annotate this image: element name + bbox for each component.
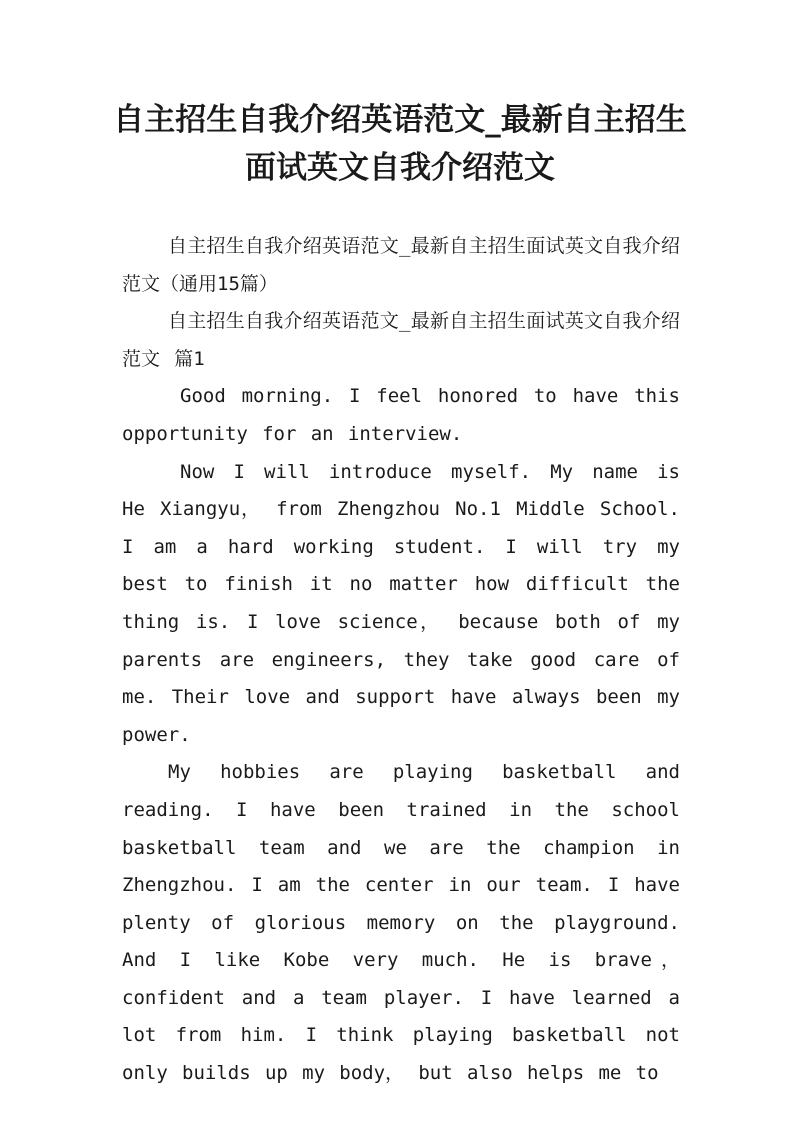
paragraph-intro: 自主招生自我介绍英语范文_最新自主招生面试英文自我介绍范文（通用15篇）	[122, 235, 680, 295]
paragraph-section-heading: 自主招生自我介绍英语范文_最新自主招生面试英文自我介绍范文 篇1	[122, 310, 680, 370]
document-title	[100, 96, 700, 192]
document-title-line-1: 自主招生自我介绍英语范文_最新自主招生	[113, 102, 687, 138]
document-title-line-2: 面试英文自我介绍范文	[245, 150, 555, 186]
document-body	[122, 228, 680, 1093]
paragraph-greeting: Good morning. I feel honored to have this opportunity for an interview.	[122, 385, 680, 445]
paragraph-introduction: Now I will introduce myself. My name is He Xiangyu， from Zhengzhou No.1 Middle School. I am a hard working student. I will try my best to finish it no matter how difficult the thing is. I love science， because both of my parents are engineers, they take good care of me. Their love and support have always been my power.	[122, 460, 680, 746]
paragraph-hobbies: My hobbies are playing basketball and reading. I have been trained in the school basketball team and we are the champion in Zhengzhou. I am the center in our team. I have plenty of glorious memory on the playground. And I like Kobe very much. He is brave， confident and a team player. I have learned a lot from him. I think playing basketball not only builds up my body， but also helps me to	[122, 761, 680, 1085]
